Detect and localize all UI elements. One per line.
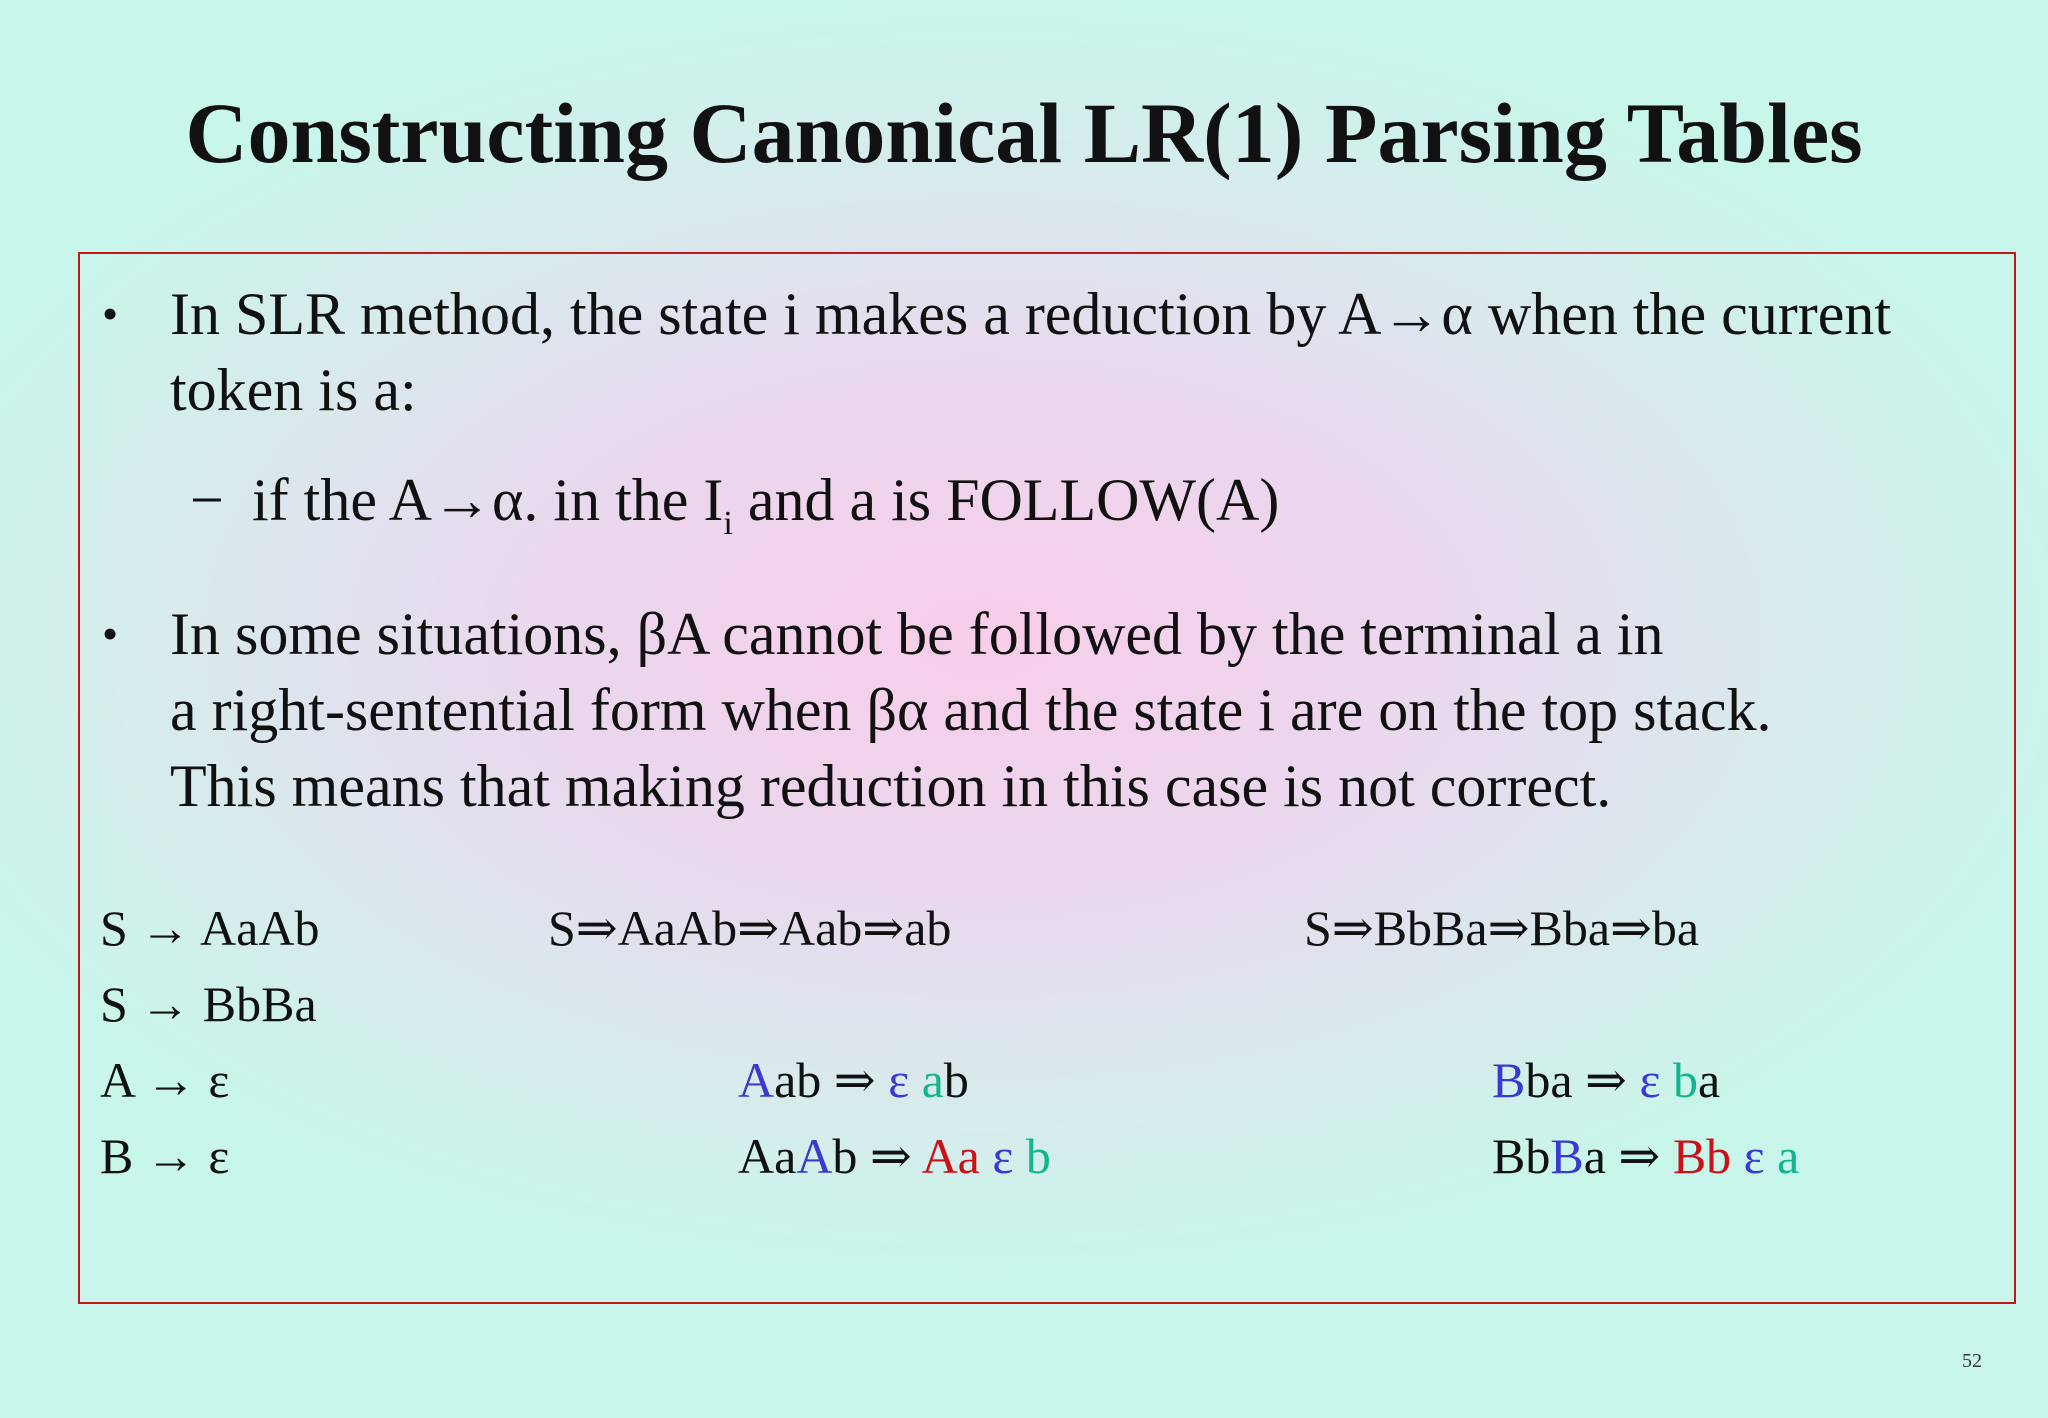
nonterminal-B: B [1550,1128,1584,1184]
prefix-Aa: Aa [921,1128,993,1184]
derivation-left-step-1 [738,1048,969,1112]
grammar-rule-2: S → BbBa [100,976,317,1032]
bullet-dot: • [102,288,119,339]
terminal-b: b [1672,1052,1698,1108]
derivation-left-step-2 [738,1124,1051,1188]
bullet-2-line-1: In some situations, βA cannot be followed by the terminal a in [170,601,1664,667]
text: b ⇒ [832,1128,922,1184]
grammar-rule-4: B → ε [100,1128,230,1184]
text: b [943,1052,969,1108]
derivation-right-step-2 [1492,1124,1799,1188]
text: ba ⇒ [1525,1052,1640,1108]
bullet-2-line-3: This means that making reduction in this case is not correct. [170,753,1612,819]
page-number: 52 [1962,1350,1982,1372]
text: Aa [738,1128,797,1184]
nonterminal-B: B [1492,1052,1526,1108]
epsilon: ε [992,1128,1026,1184]
nonterminal-A: A [796,1128,833,1184]
sub-bullet-before: if the A→α. in the I [252,467,724,533]
epsilon: ε [1639,1052,1673,1108]
prefix-Bb: Bb [1672,1128,1744,1184]
nonterminal-A: A [738,1052,775,1108]
content-box [78,252,2016,1304]
terminal-b: b [1025,1128,1051,1184]
derivation-chain-right: S⇒BbBa⇒Bba⇒ba [1304,900,1700,956]
sub-bullet-text [252,462,1279,562]
grammar-rule-1: S → AaAb [100,900,320,956]
bullet-1-line-2: token is a: [170,357,417,423]
subscript-i: i [723,505,733,542]
epsilon: ε [1743,1128,1778,1184]
text: Bb [1492,1128,1551,1184]
grammar-rule-3: A → ε [100,1052,230,1108]
bullet-1-line-1: In SLR method, the state i makes a reduction by A→α when the current [170,281,1892,347]
sub-bullet-after: and a is FOLLOW(A) [732,467,1280,533]
terminal-a: a [1777,1128,1800,1184]
derivation-right-step-1 [1492,1048,1720,1112]
bullet-2-line-2: a right-sentential form when βα and the state i are on the top stack. [170,677,1772,743]
terminal-a: a [921,1052,944,1108]
text: a ⇒ [1583,1128,1673,1184]
text: a [1697,1052,1721,1108]
text: ab ⇒ [774,1052,889,1108]
derivation-chain-left: S⇒AaAb⇒Aab⇒ab [548,900,952,956]
dash-mark: − [190,467,224,533]
epsilon: ε [888,1052,922,1108]
bullet-dot: • [102,608,119,659]
slide-title: Constructing Canonical LR(1) Parsing Tables [185,85,1863,181]
